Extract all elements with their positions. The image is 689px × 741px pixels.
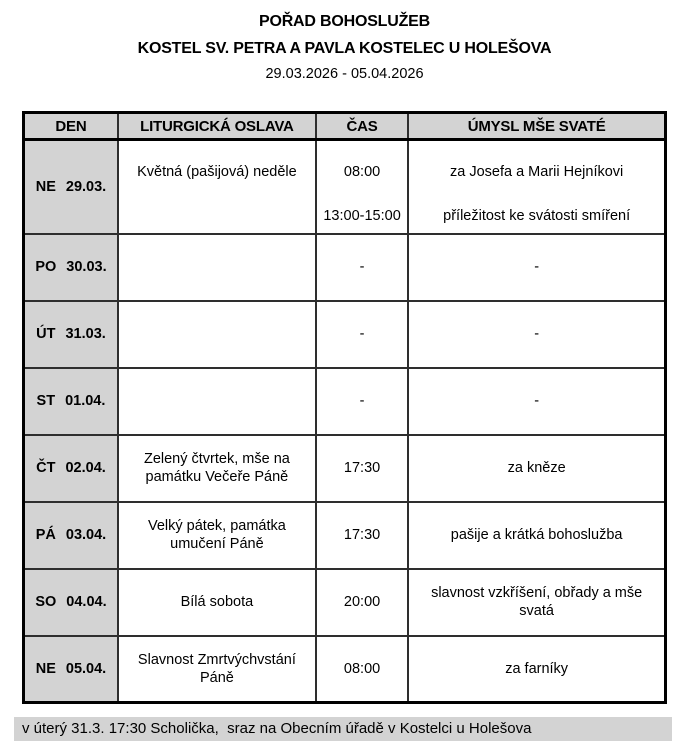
intention-cell: [408, 301, 665, 368]
day-abbr: ČT: [36, 460, 56, 477]
celebration-cell: Květná (pašijová) neděle: [118, 140, 316, 234]
page-subtitle: KOSTEL SV. PETRA A PAVLA KOSTELEC U HOLEŠOVA: [137, 40, 552, 58]
time-cell: [316, 234, 408, 301]
date-range: 29.03.2026 - 05.04.2026: [265, 66, 424, 83]
time-value: 13:00-15:00: [323, 207, 401, 224]
day-abbr: ST: [36, 393, 56, 410]
time-cell: [316, 368, 408, 435]
day-abbr: NE: [35, 661, 56, 678]
intention-value: pašije a krátká bohoslužba: [450, 527, 623, 544]
table-row: [24, 234, 666, 301]
announcement-note: v úterý 31.3. 17:30 Scholička, sraz na Obecním úřadě v Kostelci u Holešova: [14, 717, 672, 741]
table-row: [24, 435, 666, 502]
time-value: 17:30: [343, 460, 381, 477]
day-date: 31.03.: [65, 326, 106, 343]
time-value: 17:30: [343, 527, 381, 544]
intention-cell: [408, 502, 665, 569]
intention-cell: [408, 435, 665, 502]
celebration-cell: [118, 301, 316, 368]
column-header-liturgicka-oslava: LITURGICKÁ OSLAVA: [118, 113, 316, 140]
time-cell: [316, 636, 408, 703]
day-cell: [24, 368, 118, 435]
table-row: [24, 301, 666, 368]
intention-value: příležitost ke svátosti smíření: [443, 207, 631, 224]
celebration-cell: Slavnost Zmrtvýchvstání Páně: [118, 636, 316, 703]
celebration-cell: Velký pátek, památka umučení Páně: [118, 502, 316, 569]
column-header-cas: ČAS: [316, 113, 408, 140]
time-cell: [316, 502, 408, 569]
time-cell: [316, 435, 408, 502]
table-row: [24, 569, 666, 636]
time-value: -: [359, 326, 365, 343]
intention-value: -: [534, 326, 540, 343]
day-abbr: SO: [35, 594, 57, 611]
day-cell: [24, 301, 118, 368]
intention-cell: [408, 636, 665, 703]
time-cell: [316, 569, 408, 636]
column-header-den: DEN: [24, 113, 118, 140]
intention-value: za farníky: [505, 661, 569, 678]
day-abbr: PO: [35, 259, 57, 276]
intention-value: za Josefa a Marii Hejníkovi: [450, 164, 624, 181]
day-cell: [24, 435, 118, 502]
time-value: -: [359, 393, 365, 410]
celebration-cell: [118, 368, 316, 435]
day-date: 01.04.: [65, 393, 106, 410]
table-row: [24, 140, 666, 234]
day-date: 30.03.: [66, 259, 107, 276]
day-cell: [24, 502, 118, 569]
schedule-table: [22, 111, 667, 704]
page-title: POŘAD BOHOSLUŽEB: [258, 13, 431, 30]
day-date: 03.04.: [65, 527, 107, 544]
day-abbr: NE: [35, 179, 56, 196]
table-row: [24, 636, 666, 703]
day-cell: [24, 636, 118, 703]
intention-value: -: [534, 259, 540, 276]
time-value: -: [359, 259, 365, 276]
day-date: 29.03.: [65, 179, 107, 196]
time-value: 20:00: [343, 594, 381, 611]
intention-cell: [408, 234, 665, 301]
celebration-cell: Bílá sobota: [118, 569, 316, 636]
intention-value: -: [534, 393, 540, 410]
table-row: [24, 502, 666, 569]
time-value: 08:00: [343, 164, 381, 181]
day-cell: [24, 569, 118, 636]
day-cell: [24, 140, 118, 234]
intention-cell: [408, 140, 665, 234]
day-date: 02.04.: [65, 460, 106, 477]
title-block: [0, 10, 689, 85]
day-date: 04.04.: [66, 594, 107, 611]
table-row: [24, 368, 666, 435]
time-value: 08:00: [343, 661, 381, 678]
intention-cell: [408, 368, 665, 435]
day-abbr: PÁ: [35, 527, 56, 544]
intention-cell: [408, 569, 665, 636]
day-date: 05.04.: [65, 661, 107, 678]
table-header-row: [24, 113, 666, 140]
intention-value: za kněze: [507, 460, 566, 477]
intention-value: slavnost vzkříšení, obřady a mše svatá: [431, 585, 643, 620]
day-abbr: ÚT: [36, 326, 56, 343]
day-cell: [24, 234, 118, 301]
time-cell: [316, 140, 408, 234]
celebration-cell: Zelený čtvrtek, mše na památku Večeře Páně: [118, 435, 316, 502]
celebration-cell: [118, 234, 316, 301]
time-cell: [316, 301, 408, 368]
column-header-umysl-mse-svate: ÚMYSL MŠE SVATÉ: [408, 113, 665, 140]
